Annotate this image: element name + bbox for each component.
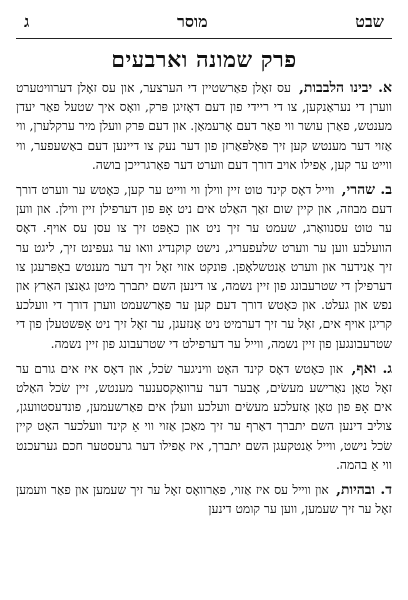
- body-text: [16, 79, 392, 519]
- paragraph-4: [16, 481, 392, 519]
- paragraph-1-text: עס זאָלן פאַרשטיין די הערצער, און עס זאָלן דערוויטערט ווערן די נעראַנקען, צו די ריידי פון דעם דאָזיגן פּרק, וואָס איך שטעל פאַר יעדן מענטש, פאַרן עושר ווי פאַר דעם אָרעמאַן. און דעם פּרק וועלן מיר ערקלערן, ווי אַזוי דער מענטש קען זיך פאַלפּאַרזן פון דער נעק צו דיינען דעם באַשעפער, ווי ווייט ער קען, אַפילו אויב דורך דעם ווערט דער פאַרגרייכן בושה.: [16, 81, 392, 172]
- paragraph-3-label: ג. ואף,: [351, 360, 392, 377]
- header-rule: [16, 38, 392, 39]
- paragraph-1-label: א. יבינו הלבבות,: [298, 80, 392, 96]
- paragraph-4-text: און ווייל עס איז אַזוי, פאַרוואָס זאָל ער זיך שעמען און פאַר וועמען זאָל ער זיך שעמען, ווען ער קומט דינען: [16, 483, 392, 517]
- paragraph-2-label: ב. שהרי,: [341, 182, 392, 199]
- header-left-text: ג: [24, 12, 30, 31]
- paragraph-3: [16, 360, 392, 475]
- paragraph-1: [16, 79, 392, 175]
- chapter-title: פרק שמונה וארבעים: [111, 47, 297, 73]
- running-header: [16, 12, 392, 36]
- paragraph-2-text: ווייל דאָס קינד טוט זיין ווילן ווי ווייט ער קען, כּאָטש ער ווערט דורך דעם מבוזה, און קיין שום זאַך האַלט אים ניט אָפּ פון דערפילן זיין ווילן. און ווען ער טוט עסנוואַרג, שעמט ער זיך ניט און כאַפּט זיך צו עסן עס אויף. דאָס הוועלבע ווען ער ווערט שלעפעריג, נישט קוקנדיג וואו ער געפינט זיך, ליגט ער זיך אַנידער און ווערט אַנטשלאָפן. פּונקט אזוי זאָל זיך דער מענטש באַפּרעגן צו דערפילן די שטרעבונג פון זיין נשמה, צו דינען השם יתברך מיטן גאַנצן האַרץ און נפש און געלט. און כּאָטש דורך דעם קען ער פאַרשעמט ווערן דורך די וועלכע קריגן אויף אים, זאָל ער זיך דערמיט ניט אָנזעגן, ער זאָל זיך ניט אָפּשטעלן פון די שטרעבונגען פון זיין נשמה, ווייל ער דערפילט די שטרעבונג פון זיין נשמה.: [16, 183, 392, 351]
- header-center-text: מוסר: [177, 12, 208, 31]
- paragraph-2: [16, 181, 392, 354]
- header-right-text: שבט: [355, 12, 384, 31]
- paragraph-3-text: און כּאָטש דאָס קינד האָט וויניגער שׂכל, און דאָס איז אים גורם ער זאָל טאָן נאַרישע מעשׂים, אָבער דער ערוואַקסענער מענטש, זיין שׂכל האַלט אים אָפּ פון טאָן אַזעלכע מעשׂים וועלכע וועלן אים פאַרשעמען, פונדעסטוועגן, צוליב דינען השם יתברך דאַרף ער זיך מאַכן אַזוי ווי אַ קינד וועלכער האָט קיין שׂכל נישט, ווייל אַנטקעגן השם יתברך, איז אַפילו דער גרעסטער חכם גערעכנט ווי אַ בהמה.: [16, 361, 392, 472]
- paragraph-4-label: ד. ובהיות,: [336, 482, 392, 499]
